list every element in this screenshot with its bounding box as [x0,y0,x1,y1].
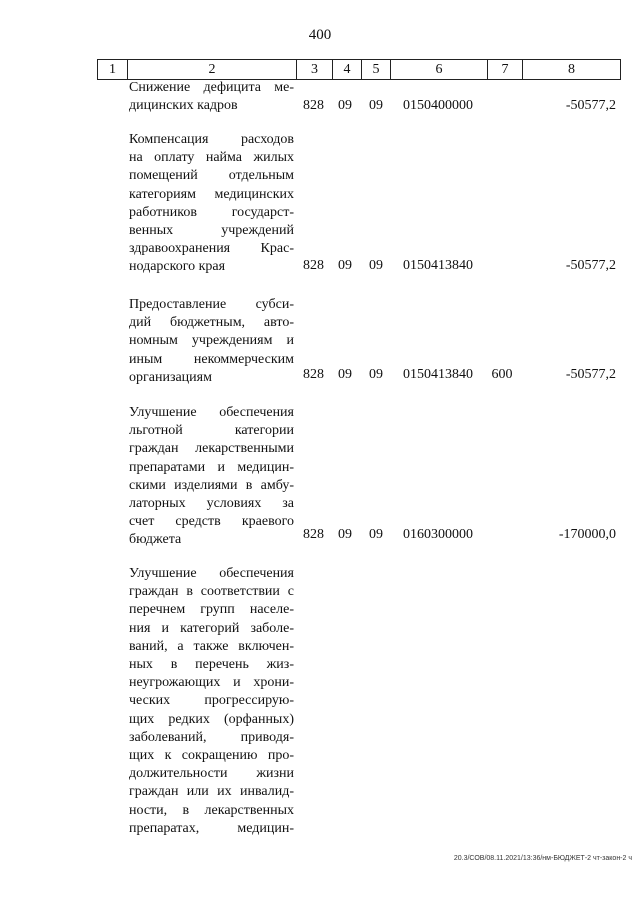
amount: -50577,2 [565,258,616,273]
description-line: номным учреждениям и [129,333,294,349]
column-header: 2 [128,60,297,80]
description-line: щих к сокращению про- [129,748,294,764]
amount: -170000,0 [558,527,616,542]
description-line: Улучшение обеспечения [129,405,294,420]
description-line: ности, в лекарственных [129,802,294,818]
footer-code: 20.3/СОВ/08.11.2021/13:36/нм-БЮДЖЕТ-2 чт-закон-2 ч [453,855,632,862]
description-line: Снижение дефицита ме- [129,80,294,95]
description-line: Предоставление субси- [129,297,294,312]
section-code: 09 [338,98,352,113]
column-header: 4 [333,60,362,80]
ministry-code: 828 [303,527,324,542]
description-line: на оплату найма жилых [129,150,294,166]
row-description [129,565,294,838]
target-article-code: 0150413840 [403,258,473,273]
row-description [129,131,294,277]
description-line: Улучшение обеспечения [129,566,294,581]
description-line: работников государст- [129,204,294,220]
description-line: здравоохранения Крас- [129,241,294,257]
description-line: ваний, а также включен- [129,638,294,654]
column-header: 1 [98,60,128,80]
column-header: 3 [297,60,333,80]
column-header: 7 [488,60,523,80]
row-description [129,79,294,115]
description-line: категориям медицинских [129,186,294,202]
description-line: препаратами и медицин- [129,459,294,475]
description-line: ния и категорий заболе- [129,620,294,636]
row-description [129,296,294,387]
description-line: счет средств краевого [129,514,294,530]
description-line: бюджета [129,532,182,548]
description-line: щих редких (орфанных) [129,711,294,727]
section-code: 09 [338,367,352,382]
amount: -50577,2 [565,367,616,382]
description-line: скими изделиями в амбу- [129,477,294,493]
subsection-code: 09 [369,258,383,273]
description-line: ных в перечень жиз- [129,657,294,673]
description-line: дий бюджетным, авто- [129,315,294,331]
target-article-code: 0160300000 [403,527,473,542]
column-header: 6 [391,60,488,80]
description-line: должительности жизни [129,766,294,782]
target-article-code: 0150413840 [403,367,473,382]
column-header-table [97,59,621,80]
description-line: граждан лекарственными [129,441,294,457]
description-line: льготной категории [129,423,294,439]
description-line: перечнем групп населе- [129,602,294,618]
description-line: граждан или их инвалид- [129,784,294,800]
description-line: Компенсация расходов [129,132,294,147]
ministry-code: 828 [303,98,324,113]
expense-type-code: 600 [491,367,513,382]
subsection-code: 09 [369,367,383,382]
description-line: помещений отдельным [129,168,294,184]
description-line: ческих прогрессирую- [129,693,294,709]
target-article-code: 0150400000 [403,98,473,113]
page-number: 400 [308,27,332,43]
description-line: неугрожающих и хрони- [129,675,294,691]
subsection-code: 09 [369,98,383,113]
ministry-code: 828 [303,367,324,382]
description-line: иным некоммерческим [129,351,294,367]
description-line: заболеваний, приводя- [129,729,294,745]
section-code: 09 [338,258,352,273]
subsection-code: 09 [369,527,383,542]
ministry-code: 828 [303,258,324,273]
column-header: 5 [362,60,391,80]
section-code: 09 [338,527,352,542]
description-line: нодарского края [129,259,226,275]
description-line: венных учреждений [129,223,294,239]
description-line: препаратах, медицин- [129,820,294,836]
description-line: организациям [129,369,212,385]
description-line: латорных условиях за [129,496,294,512]
column-header: 8 [523,60,621,80]
column-header-row [98,60,621,80]
description-line: дицинских кадров [129,98,238,114]
description-line: граждан в соответствии с [129,584,294,600]
amount: -50577,2 [565,98,616,113]
row-description [129,404,294,550]
